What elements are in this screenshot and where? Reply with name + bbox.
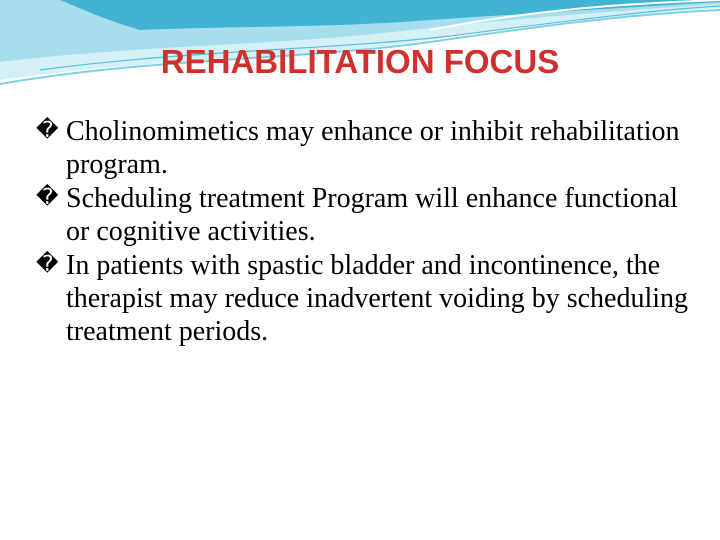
unknown-glyph-icon: � [36,118,59,143]
bullet-text: Scheduling treatment Program will enhance functional or cognitive activities. [66,183,678,247]
unknown-glyph-icon: � [36,185,59,210]
bullet-item [36,248,696,348]
bullet-list [36,114,696,348]
bullet-item [36,181,696,248]
slide-title: REHABILITATION FOCUS [160,43,560,80]
bullet-item [36,114,696,181]
bullet-text: In patients with spastic bladder and incontinence, the therapist may reduce inadvertent voiding by scheduling treatment periods. [66,250,689,347]
slide-body [36,114,696,348]
unknown-glyph-icon: � [36,252,59,277]
bullet-text: Cholinomimetics may enhance or inhibit rehabilitation program. [66,116,680,180]
